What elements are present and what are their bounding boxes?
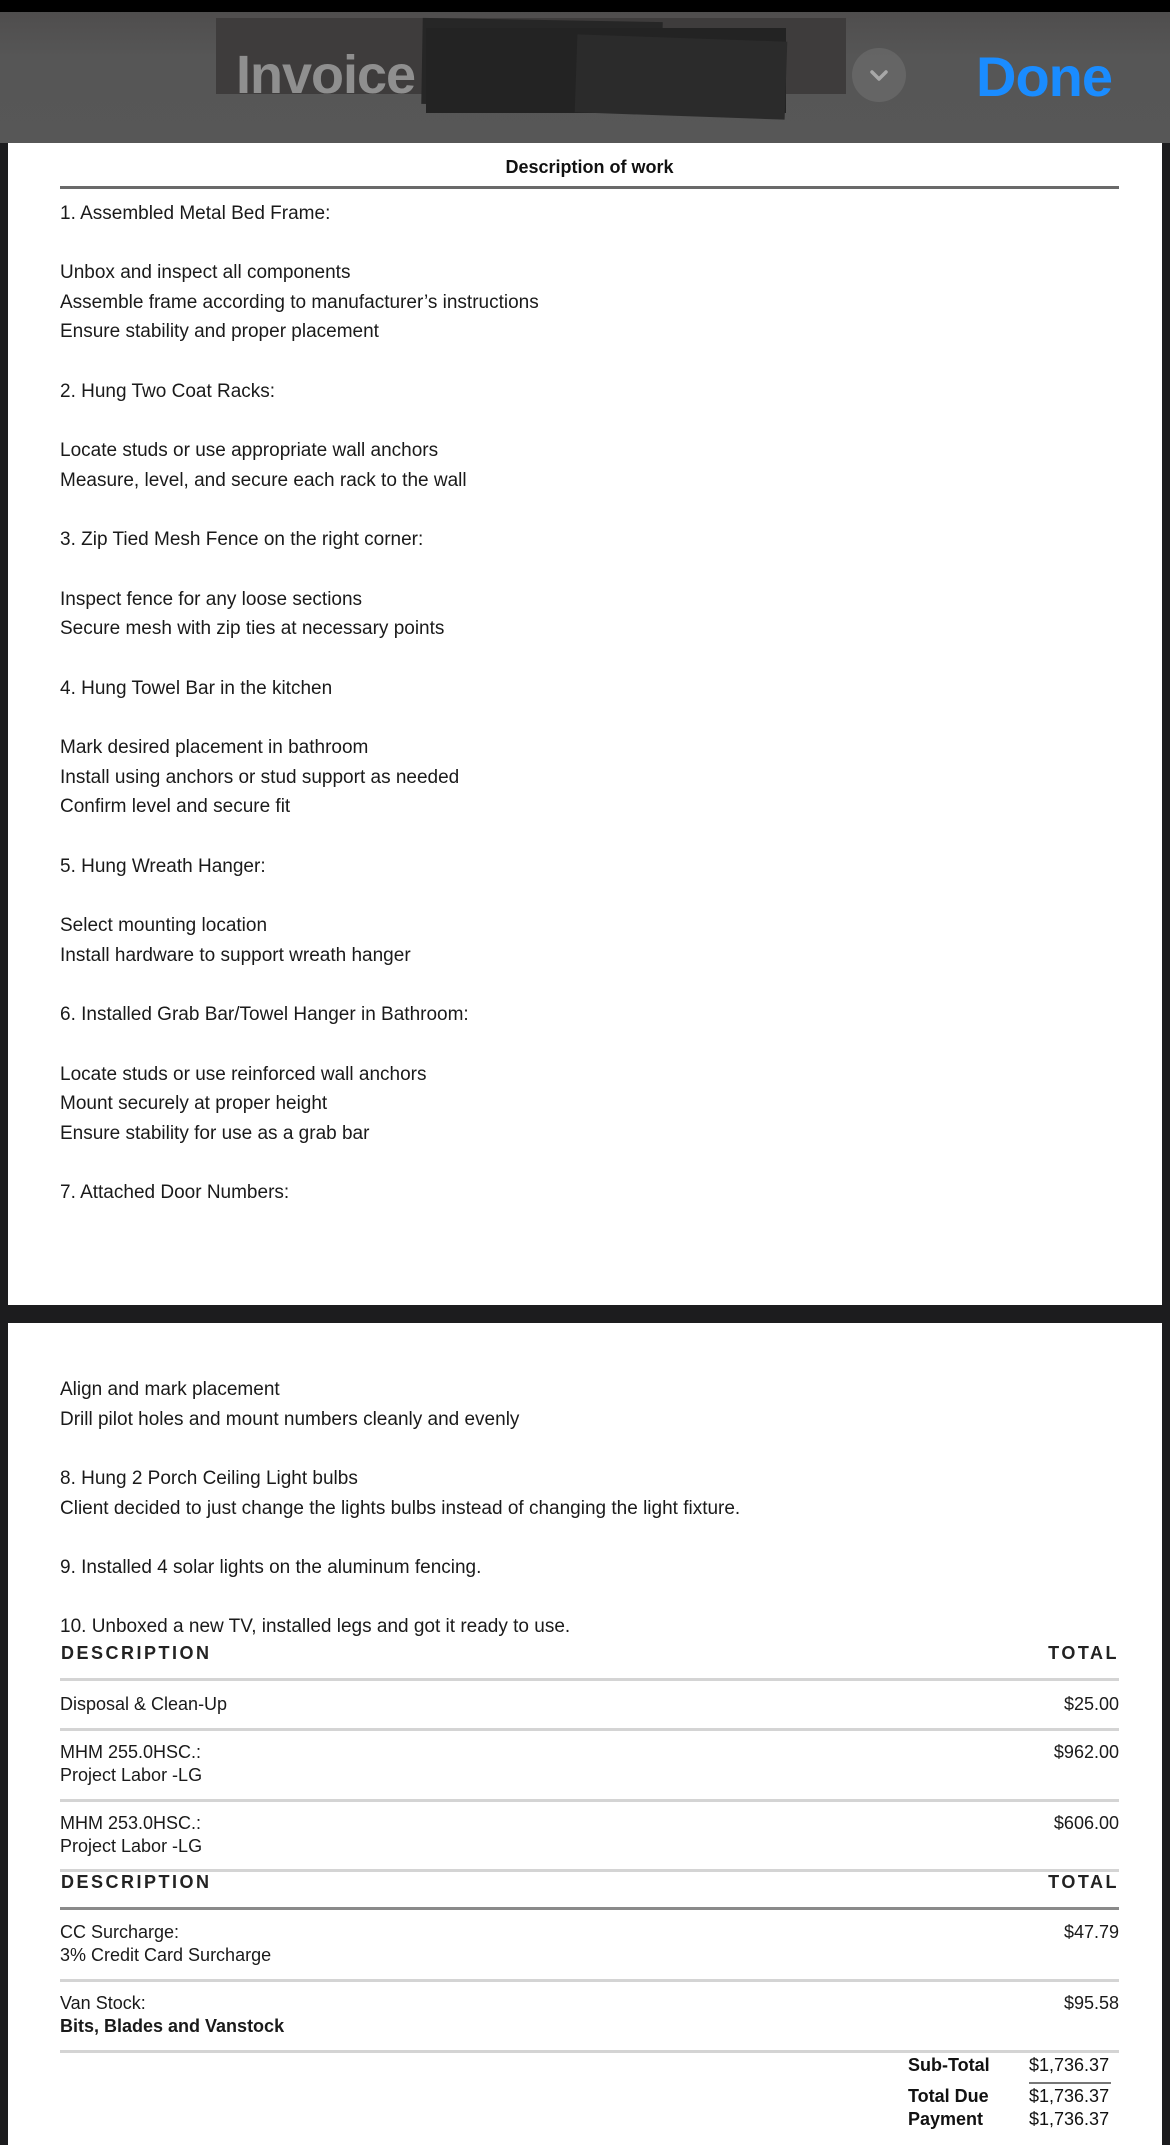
table-divider (60, 1728, 1119, 1731)
work-item-step: Align and mark placement (60, 1379, 280, 1400)
work-item-step: Ensure stability and proper placement (60, 321, 379, 342)
payment-label: Payment (908, 2109, 984, 2129)
column-header-description: DESCRIPTION (61, 1643, 212, 1663)
work-item-title: 6. Installed Grab Bar/Towel Hanger in Bathroom: (60, 1004, 469, 1025)
work-item-title: 7. Attached Door Numbers: (60, 1182, 290, 1203)
work-item-step: Mark desired placement in bathroom (60, 737, 369, 758)
column-header-total: TOTAL (1048, 1643, 1119, 1663)
subtotal-label: Sub-Total (908, 2055, 990, 2075)
work-item-step: Confirm level and secure fit (60, 796, 291, 817)
row-amount: $25.00 (1063, 1694, 1119, 1714)
row-description: MHM 255.0HSC.: (60, 1742, 202, 1762)
total-due-value: $1,736.37 (1029, 2086, 1110, 2106)
row-description: Van Stock: (60, 1993, 146, 2013)
column-header-total: TOTAL (1048, 1872, 1119, 1892)
done-button[interactable]: Done (976, 45, 1112, 108)
work-item-step: Unbox and inspect all components (60, 262, 351, 283)
top-bar (0, 0, 1170, 143)
work-item-title: 3. Zip Tied Mesh Fence on the right corner: (60, 529, 424, 550)
row-description: Disposal & Clean-Up (60, 1694, 228, 1714)
work-item-step: Mount securely at proper height (60, 1093, 328, 1114)
work-item-title: 10. Unboxed a new TV, installed legs and got it ready to use. (60, 1616, 571, 1637)
work-item-step: Drill pilot holes and mount numbers cleanly and evenly (60, 1409, 520, 1430)
document-page-2 (8, 1323, 1162, 2145)
column-header-description: DESCRIPTION (61, 1872, 212, 1892)
work-item-step: Locate studs or use appropriate wall anchors (60, 440, 439, 461)
document-title: Invoice (236, 45, 416, 105)
work-item-title: 9. Installed 4 solar lights on the aluminum fencing. (60, 1557, 482, 1578)
work-item-title: 4. Hung Towel Bar in the kitchen (60, 678, 333, 699)
title-menu-button[interactable] (852, 48, 906, 102)
document-page-1 (8, 143, 1162, 1305)
work-item-step: Locate studs or use reinforced wall anchors (60, 1064, 427, 1085)
work-item-step: Install hardware to support wreath hanger (60, 945, 411, 966)
totals-divider (1029, 2082, 1111, 2084)
title-menu[interactable] (216, 18, 880, 118)
work-item-title: 8. Hung 2 Porch Ceiling Light bulbs (60, 1468, 358, 1489)
chevron-down-icon (868, 64, 890, 86)
row-detail: Project Labor -LG (60, 1765, 203, 1785)
work-item-step: Install using anchors or stud support as needed (60, 767, 460, 788)
work-item-step: Inspect fence for any loose sections (60, 589, 363, 610)
row-amount: $47.79 (1063, 1922, 1119, 1942)
work-item-step: Secure mesh with zip ties at necessary points (60, 618, 445, 639)
work-item-step: Select mounting location (60, 915, 268, 936)
table-divider (60, 1869, 1119, 1872)
work-item-title: 2. Hung Two Coat Racks: (60, 381, 276, 402)
total-due-label: Total Due (908, 2086, 989, 2106)
section-heading: Description of work (505, 157, 674, 177)
table-divider (60, 1907, 1119, 1910)
table-divider (60, 1979, 1119, 1982)
heading-divider (60, 186, 1119, 189)
work-item-step: Ensure stability for use as a grab bar (60, 1123, 370, 1144)
redaction-block (575, 34, 788, 119)
work-item-title: 1. Assembled Metal Bed Frame: (60, 203, 331, 224)
row-amount: $962.00 (1053, 1742, 1119, 1762)
table-divider (60, 1678, 1119, 1681)
payment-value: $1,736.37 (1029, 2109, 1110, 2129)
table-divider (60, 1799, 1119, 1802)
work-item-step: Assemble frame according to manufacturer’s instructions (60, 292, 539, 313)
table-divider (60, 2050, 1119, 2053)
status-band (0, 0, 1170, 12)
row-detail: 3% Credit Card Surcharge (60, 1945, 272, 1965)
row-description: CC Surcharge: (60, 1922, 180, 1942)
work-item-step: Client decided to just change the lights bulbs instead of changing the light fixture. (60, 1498, 741, 1519)
row-detail: Project Labor -LG (60, 1836, 203, 1856)
work-item-title: 5. Hung Wreath Hanger: (60, 856, 266, 877)
row-amount: $606.00 (1053, 1813, 1119, 1833)
row-detail: Bits, Blades and Vanstock (60, 2016, 285, 2036)
subtotal-value: $1,736.37 (1029, 2055, 1110, 2075)
work-item-step: Measure, level, and secure each rack to the wall (60, 470, 467, 491)
row-amount: $95.58 (1063, 1993, 1119, 2013)
row-description: MHM 253.0HSC.: (60, 1813, 202, 1833)
